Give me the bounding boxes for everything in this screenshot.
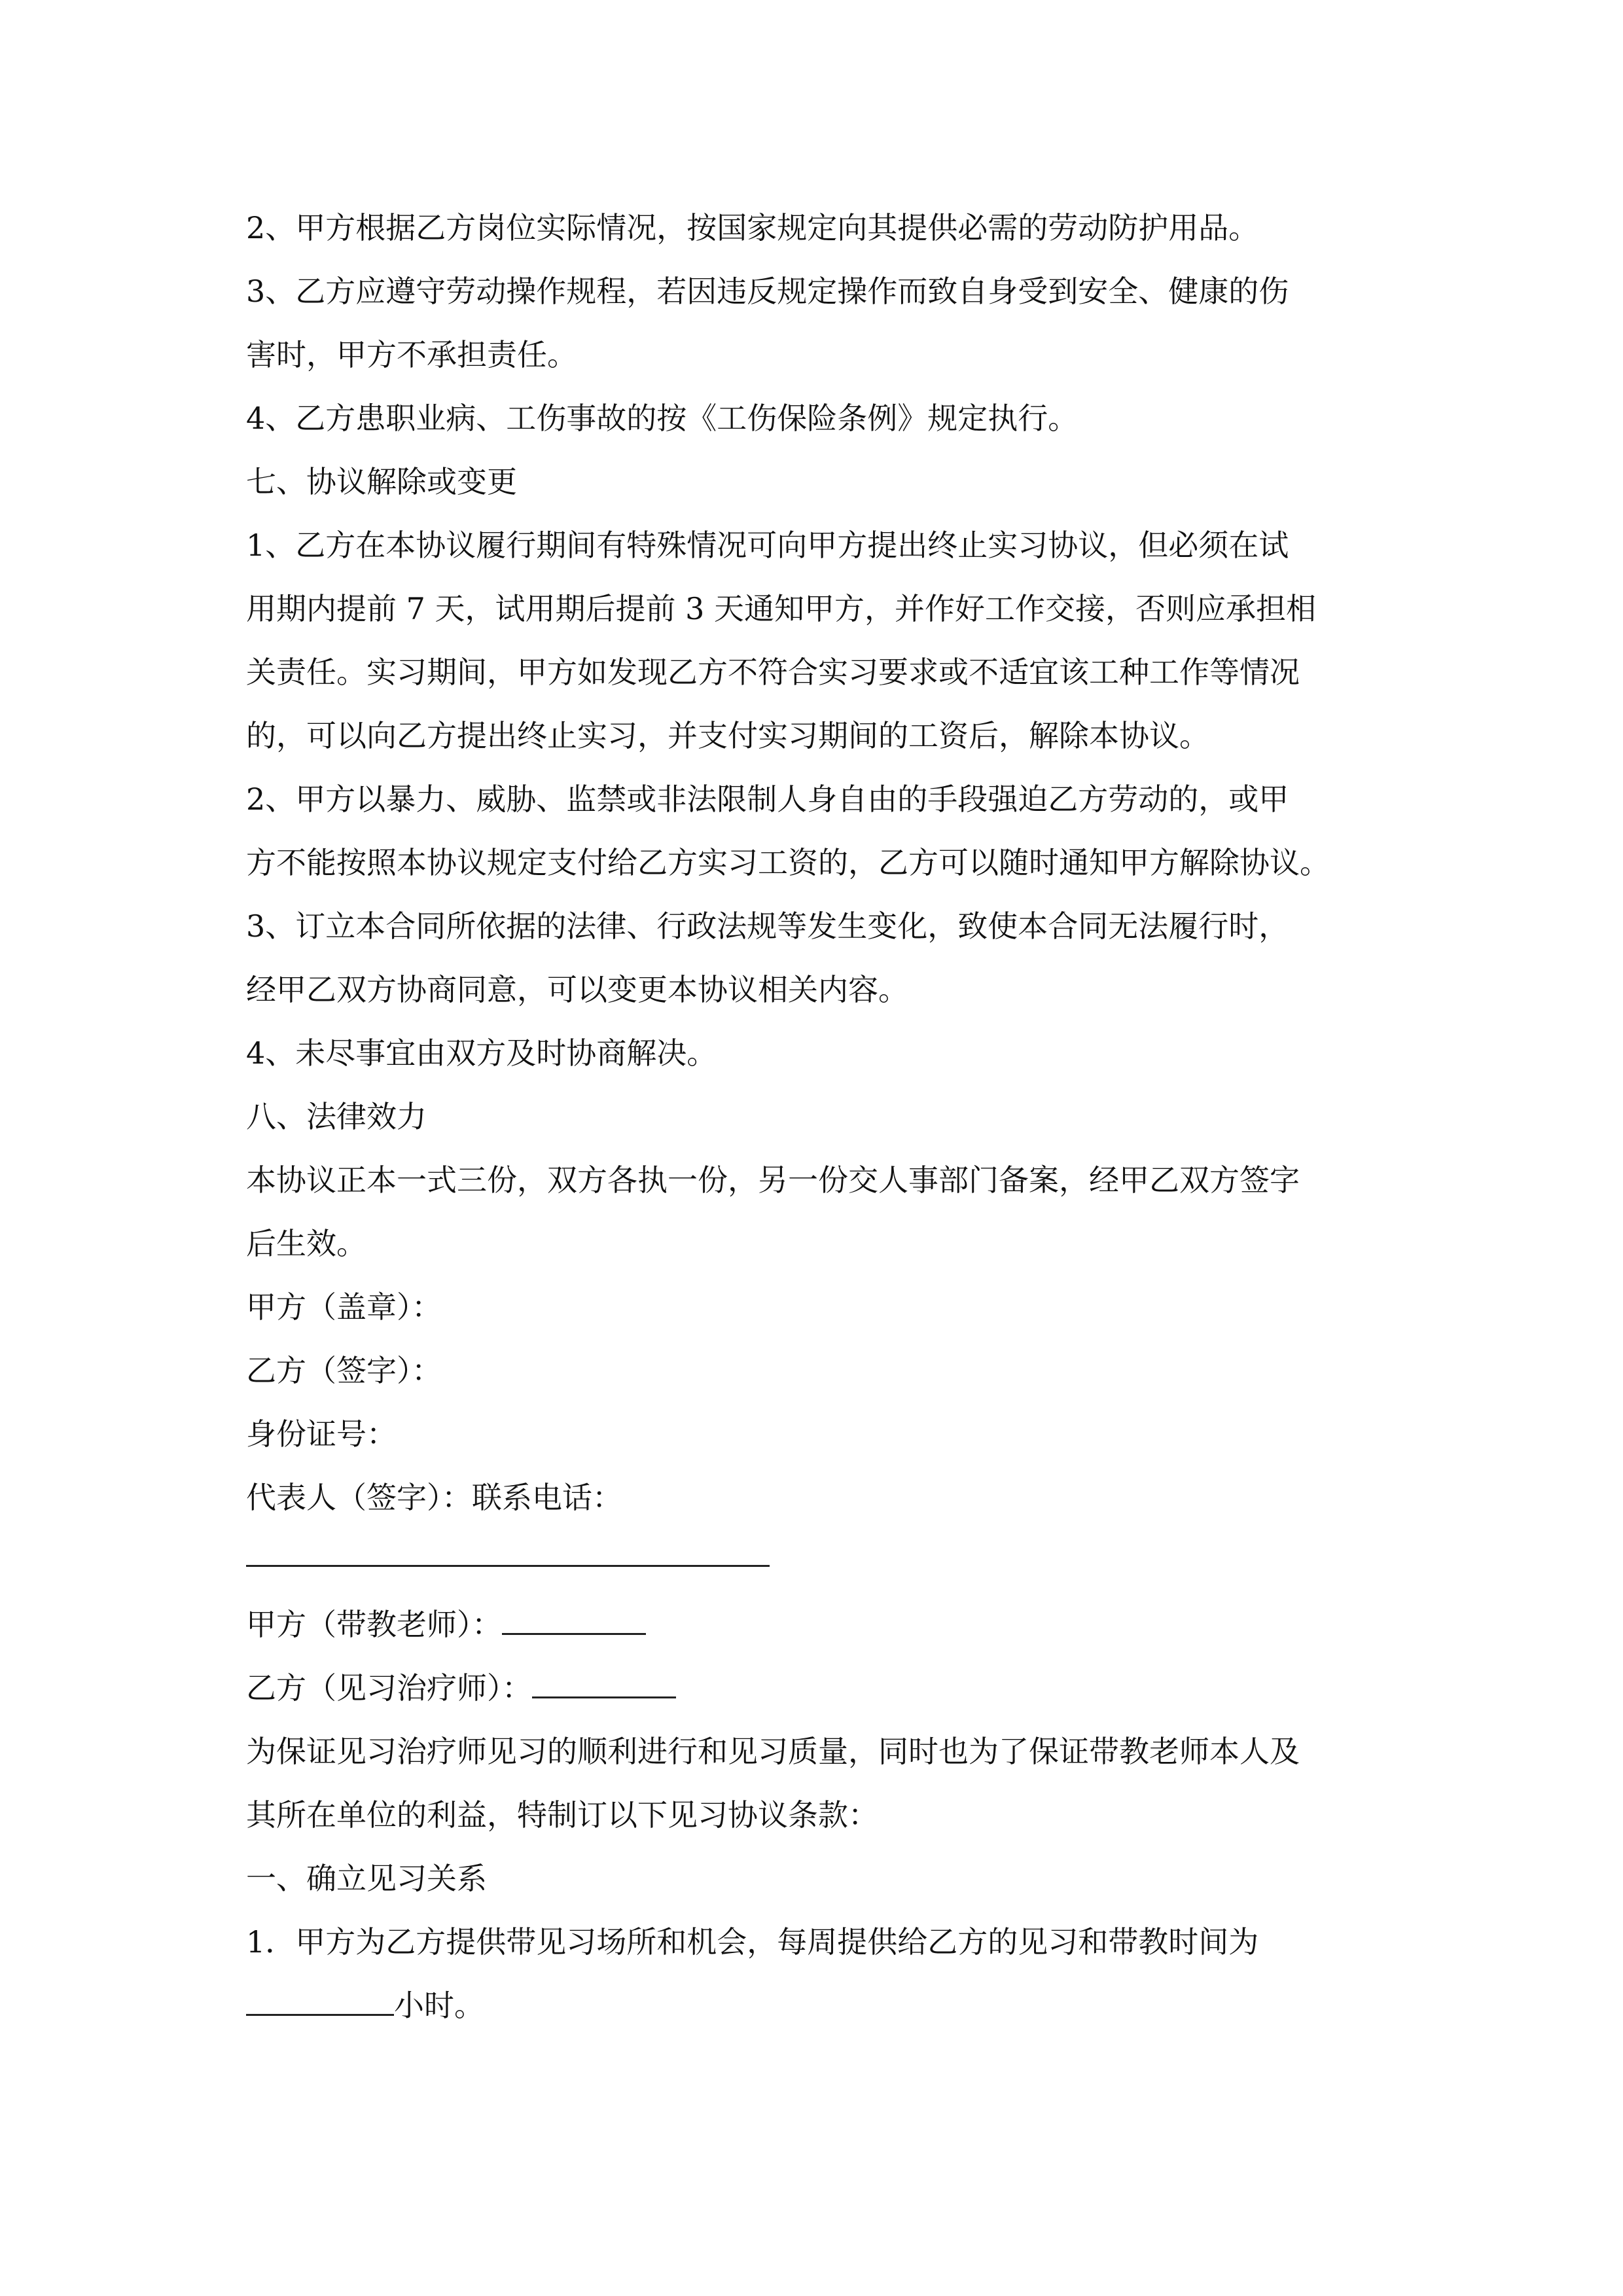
paragraph-line: 本协议正本一式三份，双方各执一份，另一份交人事部门备案，经甲乙双方签字 (246, 1162, 1300, 1198)
paragraph-line: 用期内提前 7 天，试用期后提前 3 天通知甲方，并作好工作交接，否则应承担相 (246, 591, 1317, 626)
document-page (246, 196, 1398, 2037)
paragraph-line: 害时，甲方不承担责任。 (246, 337, 577, 372)
paragraph-line: 为保证见习治疗师见习的顺利进行和见习质量，同时也为了保证带教老师本人及 (246, 1734, 1300, 1769)
paragraph-line: 其所在单位的利益，特制订以下见习协议条款： (246, 1797, 878, 1833)
paragraph-line: 经甲乙双方协商同意，可以变更本协议相关内容。 (246, 972, 908, 1007)
teacher-label: 甲方（带教老师）： (246, 1607, 502, 1642)
trainee-blank (532, 1670, 676, 1698)
trainee-signature-line (246, 1657, 1398, 1720)
paragraph-line: 2、甲方根据乙方岗位实际情况，按国家规定向其提供必需的劳动防护用品。 (246, 210, 1259, 245)
paragraph-line: 1、乙方在本协议履行期间有特殊情况可向甲方提出终止实习协议，但必须在试 (246, 528, 1289, 563)
paragraph-line: 1．甲方为乙方提供带见习场所和机会，每周提供给乙方的见习和带教时间为 (246, 1924, 1259, 1960)
separator-rule (246, 1530, 1398, 1593)
paragraph-line: 4、乙方患职业病、工伤事故的按《工伤保险条例》规定执行。 (246, 401, 1079, 436)
hours-suffix: 小时。 (394, 1988, 484, 2023)
hours-line (246, 1974, 1398, 2037)
paragraph-line: 3、乙方应遵守劳动操作规程，若因违反规定操作而致自身受到安全、健康的伤 (246, 274, 1289, 309)
section-heading: 八、法律效力 (246, 1099, 427, 1134)
paragraph-line: 2、甲方以暴力、威胁、监禁或非法限制人身自由的手段强迫乙方劳动的，或甲 (246, 781, 1289, 817)
signature-field-party-b: 乙方（签字）： (246, 1353, 442, 1388)
teacher-signature-line (246, 1593, 1398, 1657)
signature-field-party-a: 甲方（盖章）： (246, 1289, 442, 1325)
paragraph-line: 关责任。实习期间，甲方如发现乙方不符合实习要求或不适宜该工种工作等情况 (246, 655, 1300, 690)
paragraph-line: 4、未尽事宜由双方及时协商解决。 (246, 1035, 717, 1071)
trainee-label: 乙方（见习治疗师）： (246, 1670, 532, 1706)
paragraph-line: 3、订立本合同所依据的法律、行政法规等发生变化，致使本合同无法履行时， (246, 908, 1289, 944)
representative-field: 代表人（签字）：联系电话： (246, 1480, 622, 1515)
teacher-blank (502, 1607, 646, 1635)
paragraph-line: 方不能按照本协议规定支付给乙方实习工资的，乙方可以随时通知甲方解除协议。 (246, 845, 1330, 880)
paragraph-line: 后生效。 (246, 1226, 366, 1261)
section-heading: 七、协议解除或变更 (246, 464, 517, 499)
id-number-field: 身份证号： (246, 1416, 397, 1452)
hours-blank (246, 1988, 394, 2016)
separator-line (246, 1565, 770, 1567)
section-heading: 一、确立见习关系 (246, 1861, 487, 1896)
paragraph-line: 的，可以向乙方提出终止实习，并支付实习期间的工资后，解除本协议。 (246, 718, 1209, 753)
